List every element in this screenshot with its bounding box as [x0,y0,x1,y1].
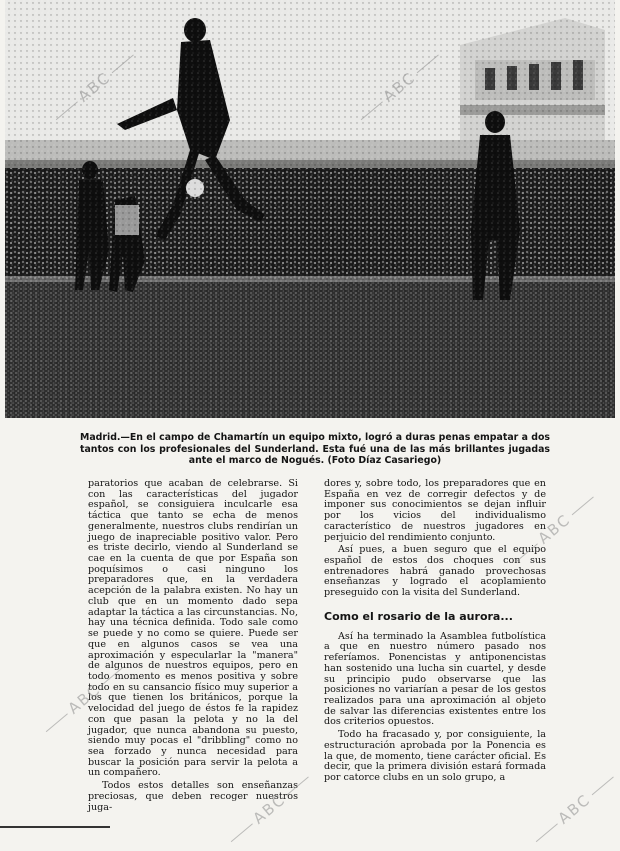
paragraph: Así pues, a buen seguro que el equipo español de estos dos choques con sus entrenadores habrá ganado provechosas enseñanzas y logrado el acoplamiento preseguido con la visita del Sunderland. [324,544,546,599]
watermark: ABC [507,487,602,571]
watermark: ABC [527,767,620,851]
watermark: ABC [47,45,142,129]
paragraph: Todo ha fracasado y, por consiguiente, la estructuración aprobada por la Ponencia es la que, de momento, tiene carácter oficial. Es decir, que la primera división estará formada por catorce clubs en un solo grupo, a [324,729,546,783]
article-right-column [324,479,546,784]
photo-caption: Madrid.—En el campo de Chamartín un equipo mixto, logró a duras penas empatar a dos tantos con los profesionales del Sunderland. Esta fué una de las más brillantes jugadas ante el marco de Nogués. (Foto Díaz Casariego) [80,432,550,467]
stadium-photo-icon [5,0,615,418]
paragraph: paratorios que acaban de celebrarse. Si con las características del jugador español, se consiguiera inculcarle esa táctica que tanto se echa de menos generalmente, nuestros clubs rendirían un juego de inapreciable positivo valor. Pero es triste decirlo, viendo al Sunderland se cae en la cuenta de que por España son poquísimos o casi ninguno los preparadores que, en la verdadera acepción de la palabra existen. No hay un club que en un momento dado sepa adaptar la táctica a las circunstancias. No, hay una técnica definida. Todo sale como se puede y no como se quiere. Puede ser que en algunos casos se vea una aproximación y especularlar la "manera" de algunos de nuestros equipos, pero en todo momento es menos positiva y sobre todo en su cansancio físico muy superior a los que tienen los británicos, porque la velocidad del juego de éstos fe la rapidez con que pasan la pelota y no la del jugador, que nunca abandona su puesto, siendo muy pocas el "dribbling" como no sea forzado y nunca necesidad para buscar la posición para servir la pelota a un compañero. [88,478,298,779]
paragraph: dores y, sobre todo, los preparadores que en España en vez de corregir defectos y de imponer sus conocimientos se dejan influir por los vicios del individualismo característico de nuestros jugadores en perjuicio del rendimiento conjunto. [324,478,546,543]
article-left-column [88,479,298,813]
section-heading: Como el rosario de la aurora... [324,609,513,623]
paragraph: Todos estos detalles son enseñanzas preciosas, que deben recoger nuestros juga- [88,780,298,813]
paragraph: Así ha terminado la Asamblea futbolística a que en nuestro número pasado nos referíamos. Ponencistas y antiponencistas han sostenido una lucha sin cuartel, y desde su principio pudo observarse que las posiciones no variarían a pesar de los gestos realizados para una aproximación al objeto de salvar las diferencias existentes entre los dos criterios opuestos. [324,630,546,728]
stadium-photo [5,0,615,418]
watermark: ABC [352,45,447,129]
watermark: ABC [37,657,132,741]
page-rule [0,826,110,828]
watermark: ABC [222,767,317,851]
